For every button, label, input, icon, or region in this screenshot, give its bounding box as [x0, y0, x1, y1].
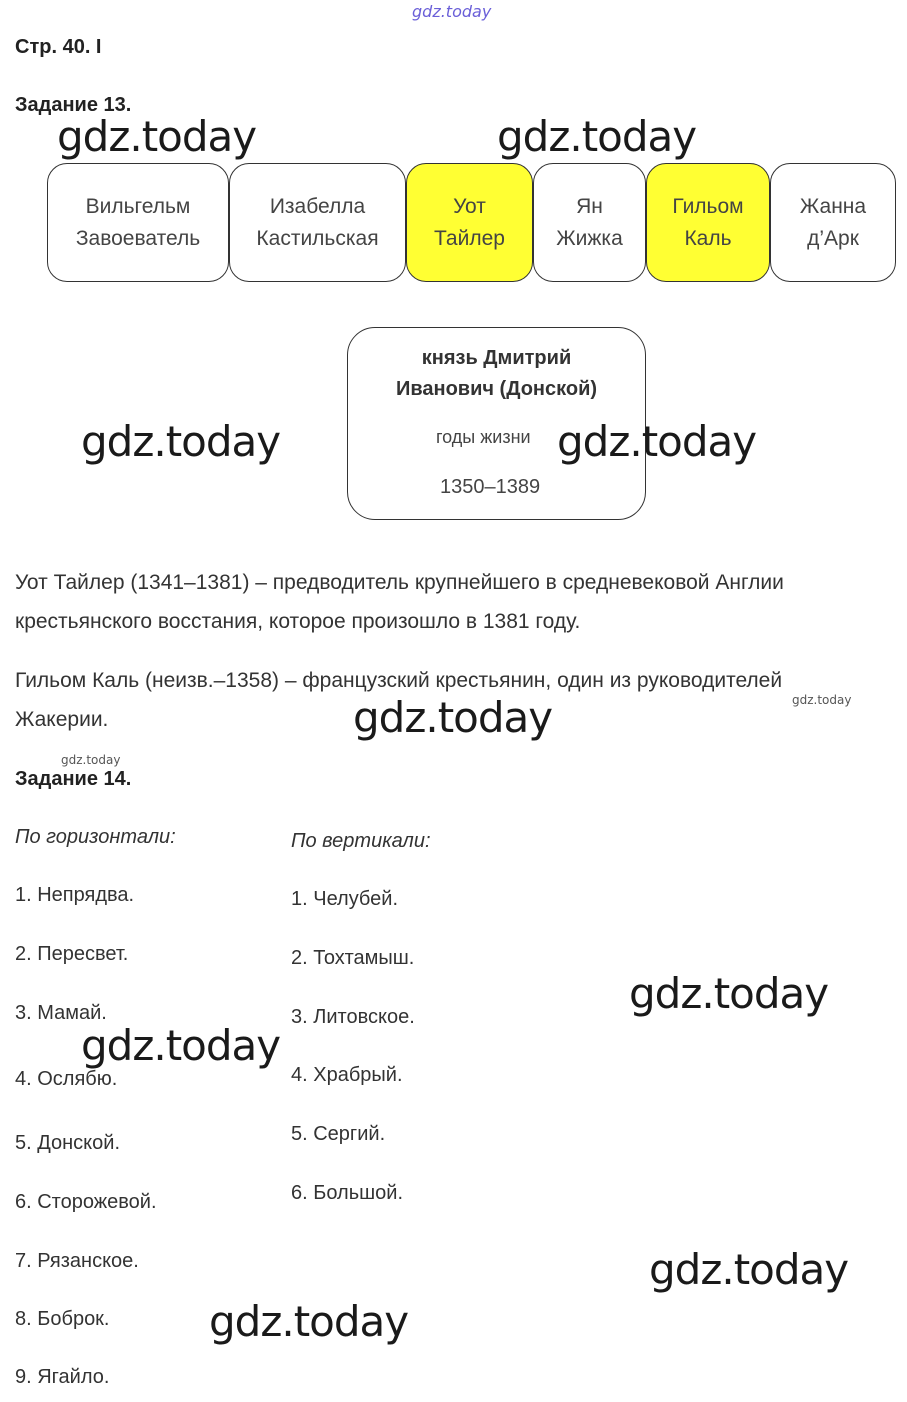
paragraph-tyler-line2: крестьянского восстания, которое произошло в 1381 году. — [15, 610, 581, 633]
card-label: Изабелла Кастильская — [256, 194, 379, 250]
prince-name: князь Дмитрий Иванович (Донской) — [395, 347, 598, 400]
paragraph-cale-line2: Жакерии. — [15, 708, 109, 731]
horizontal-item: 3. Мамай. — [15, 1002, 107, 1024]
horizontal-item: 4. Ослябю. — [15, 1068, 118, 1090]
card-joan-of-arc — [770, 163, 896, 282]
paragraph-cale-line1: Гильом Каль (неизв.–1358) – французский крестьянин, один из руководителей — [15, 669, 783, 692]
watermark: gdz.today — [353, 693, 553, 742]
card-label: Гильом Каль — [672, 194, 744, 250]
watermark: gdz.today — [81, 1021, 281, 1070]
card-isabella — [229, 163, 406, 282]
watermark: gdz.today — [57, 112, 257, 161]
vertical-item: 6. Большой. — [291, 1182, 404, 1204]
vertical-item: 2. Тохтамыш. — [291, 947, 415, 969]
task13-heading: Задание 13. — [15, 94, 132, 116]
horizontal-item: 8. Боброк. — [15, 1308, 110, 1330]
watermark: gdz.today — [649, 1245, 849, 1294]
horizontal-item: 6. Сторожевой. — [15, 1191, 157, 1213]
vertical-item: 5. Сергий. — [291, 1123, 386, 1145]
prince-years-label: годы жизни — [436, 427, 531, 447]
watermark-small: gdz.today — [792, 693, 852, 707]
card-label: Жанна д’Арк — [799, 194, 867, 250]
card-label: Вильгельм Завоеватель — [75, 194, 201, 250]
card-label: Уот Тайлер — [434, 194, 505, 250]
card-wilhelm — [47, 163, 229, 282]
watermark: gdz.today — [81, 417, 281, 466]
watermark: gdz.today — [629, 969, 829, 1018]
horizontal-item: 5. Донской. — [15, 1132, 120, 1154]
card-guillaume-cale — [646, 163, 770, 282]
vertical-item: 4. Храбрый. — [291, 1064, 403, 1086]
horizontal-item: 9. Ягайло. — [15, 1366, 110, 1388]
watermark-top: gdz.today — [412, 2, 492, 21]
prince-years: 1350–1389 — [440, 476, 541, 498]
watermark-small: gdz.today — [61, 753, 121, 767]
card-label: Ян Жижка — [556, 194, 623, 250]
vertical-item: 1. Челубей. — [291, 888, 399, 910]
watermark: gdz.today — [209, 1297, 409, 1346]
vertical-item: 3. Литовское. — [291, 1006, 415, 1028]
horizontal-item: 1. Непрядва. — [15, 884, 135, 906]
page-label: Стр. 40. I — [15, 36, 102, 58]
watermark: gdz.today — [557, 417, 757, 466]
card-wat-tyler — [406, 163, 533, 282]
horizontal-item: 2. Пересвет. — [15, 943, 129, 965]
horizontal-title: По горизонтали: — [15, 826, 176, 848]
vertical-title: По вертикали: — [291, 830, 431, 852]
watermark: gdz.today — [497, 112, 697, 161]
card-jan-zizka — [533, 163, 646, 282]
paragraph-tyler-line1: Уот Тайлер (1341–1381) – предводитель крупнейшего в средневековой Англии — [15, 571, 784, 594]
task14-heading: Задание 14. — [15, 768, 132, 790]
horizontal-item: 7. Рязанское. — [15, 1250, 139, 1272]
